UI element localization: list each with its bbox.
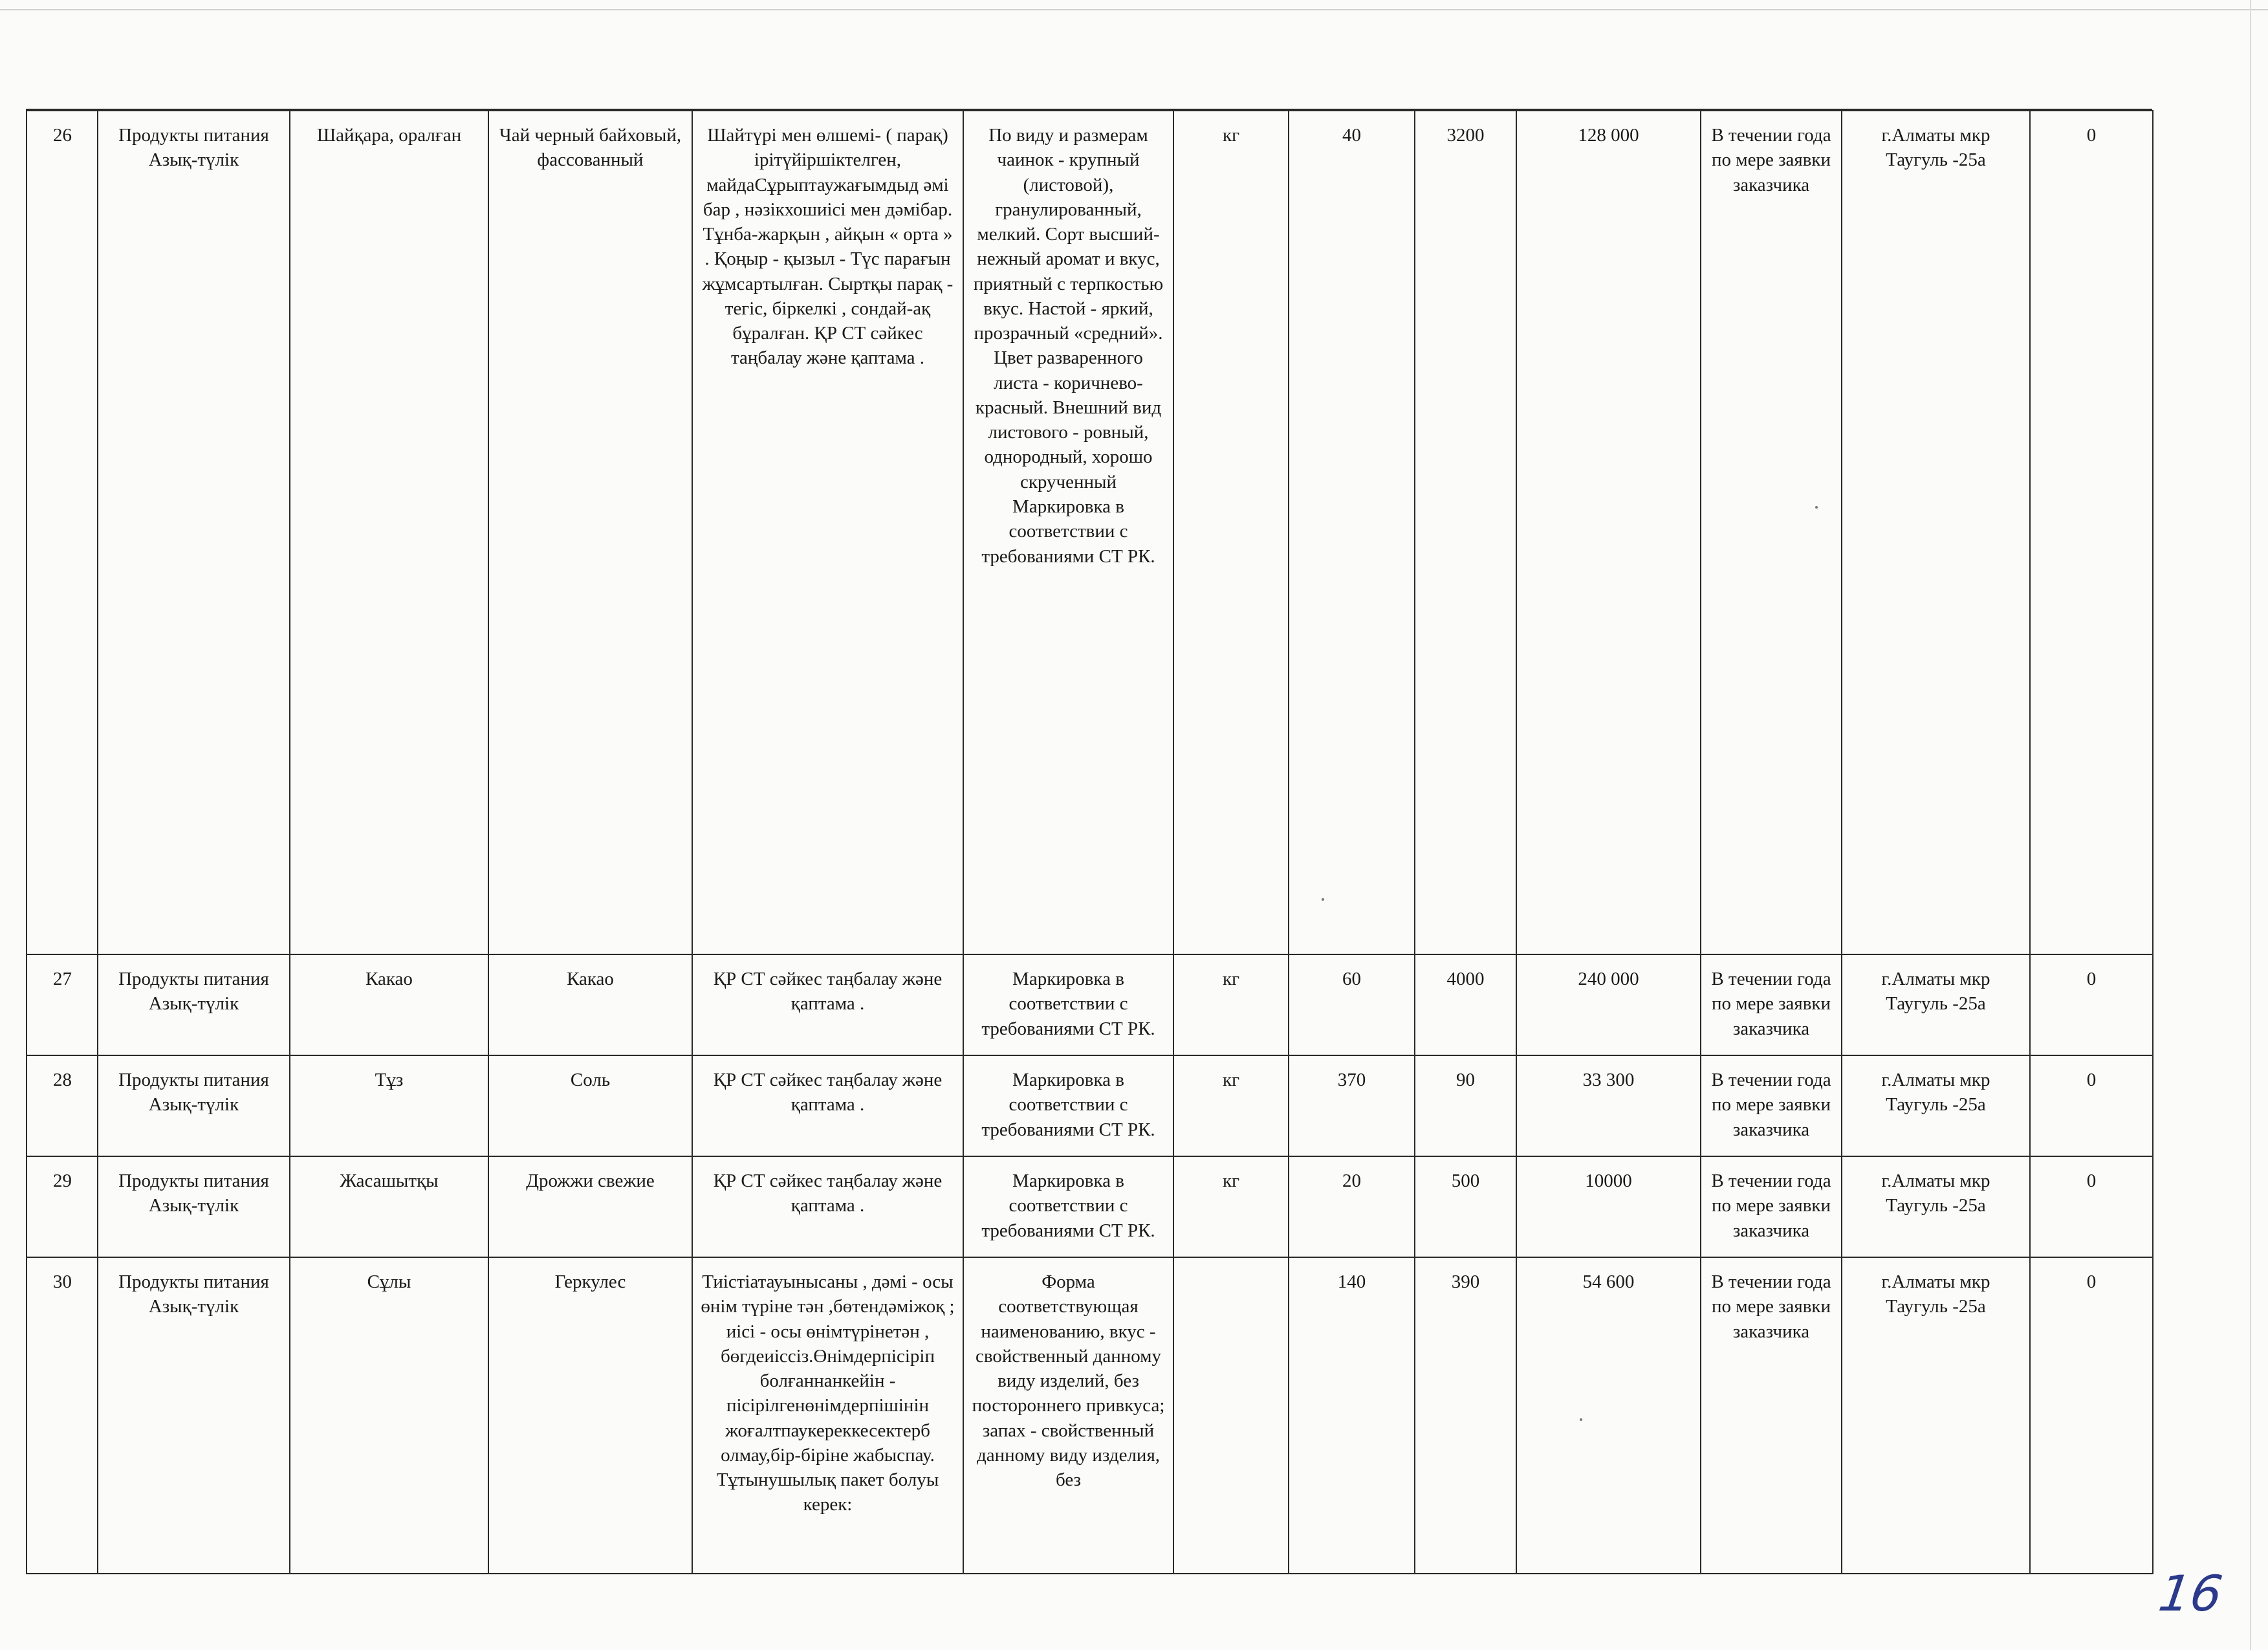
cell-spec-kz: Шайтүрі мен өлшемі- ( парақ) ірітүйіршіктелген, майдаСұрыптаужағымдыд әмі бар , нәзікхошиісі мен дәмібар. Тұнба-жарқын , айқын « орта » . Қоңыр - қызыл - Түс парағын жұмсартылған. Сыртқы парақ - тегіс, біркелкі , сондай-ақ бұралған. ҚР СТ сәйкес таңбалау және қаптама . — [692, 111, 963, 954]
cell-qty: 60 — [1289, 954, 1415, 1055]
cell-qty: 40 — [1289, 111, 1415, 954]
cell-category: Продукты питания Азық-түлік — [98, 1156, 290, 1257]
cell-name-ru: Чай черный байховый, фассованный — [488, 111, 692, 954]
cell-spec-ru: Маркировка в соответствии с требованиями СТ РК. — [963, 1055, 1173, 1156]
cell-spec-kz: ҚР СТ сәйкес таңбалау және қаптама . — [692, 954, 963, 1055]
cell-category: Продукты питания Азық-түлік — [98, 1257, 290, 1574]
cell-no: 28 — [27, 1055, 98, 1156]
cell-price: 90 — [1415, 1055, 1516, 1156]
cell-spec-kz: ҚР СТ сәйкес таңбалау және қаптама . — [692, 1055, 963, 1156]
cell-unit: кг — [1173, 111, 1289, 954]
table-row — [27, 1156, 2153, 1257]
cell-no: 27 — [27, 954, 98, 1055]
cell-unit: кг — [1173, 954, 1289, 1055]
cell-sum: 54 600 — [1516, 1257, 1701, 1574]
cell-spec-kz: Тиістіатауынысаны , дәмі - осы өнім түріне тән ,бөтендәміжоқ ; иісі - осы өнімтүрінетән , бөгдеиіссіз.Өнімдерпісіріп болғаннанкейін - пісірілгенөнімдерпішінін жоғалтпаукереккесектерб олмау,бір-біріне жабыспау. Тұтынушылық пакет болуы керек: — [692, 1257, 963, 1574]
cell-advance: 0 — [2030, 1257, 2153, 1574]
cell-sum: 33 300 — [1516, 1055, 1701, 1156]
scan-speck — [1580, 1418, 1582, 1421]
cell-unit — [1173, 1257, 1289, 1574]
cell-category: Продукты питания Азық-түлік — [98, 1055, 290, 1156]
cell-category: Продукты питания Азық-түлік — [98, 954, 290, 1055]
cell-advance: 0 — [2030, 1055, 2153, 1156]
cell-no: 29 — [27, 1156, 98, 1257]
page-number: 16 — [2155, 1565, 2226, 1622]
cell-name-kz: Жасашытқы — [290, 1156, 488, 1257]
cell-name-ru: Соль — [488, 1055, 692, 1156]
cell-term: В течении года по мере заявки заказчика — [1701, 1055, 1842, 1156]
cell-place: г.Алматы мкр Таугуль -25а — [1842, 954, 2030, 1055]
cell-price: 390 — [1415, 1257, 1516, 1574]
table-row — [27, 954, 2153, 1055]
cell-sum: 128 000 — [1516, 111, 1701, 954]
table-row — [27, 1055, 2153, 1156]
scan-edge-right — [2250, 0, 2251, 1650]
cell-place: г.Алматы мкр Таугуль -25а — [1842, 1257, 2030, 1574]
cell-price: 500 — [1415, 1156, 1516, 1257]
cell-no: 26 — [27, 111, 98, 954]
cell-unit: кг — [1173, 1156, 1289, 1257]
cell-unit: кг — [1173, 1055, 1289, 1156]
cell-name-ru: Какао — [488, 954, 692, 1055]
cell-spec-ru: Маркировка в соответствии с требованиями СТ РК. — [963, 954, 1173, 1055]
table-row — [27, 111, 2153, 954]
cell-term: В течении года по мере заявки заказчика — [1701, 1257, 1842, 1574]
procurement-spec-table — [26, 110, 2154, 1574]
cell-price: 3200 — [1415, 111, 1516, 954]
cell-price: 4000 — [1415, 954, 1516, 1055]
scan-edge-top — [0, 9, 2268, 10]
cell-place: г.Алматы мкр Таугуль -25а — [1842, 1055, 2030, 1156]
cell-advance: 0 — [2030, 111, 2153, 954]
cell-qty: 20 — [1289, 1156, 1415, 1257]
cell-sum: 10000 — [1516, 1156, 1701, 1257]
scan-speck — [1815, 506, 1818, 509]
cell-category: Продукты питания Азық-түлік — [98, 111, 290, 954]
cell-name-kz: Какао — [290, 954, 488, 1055]
table-row — [27, 1257, 2153, 1574]
cell-sum: 240 000 — [1516, 954, 1701, 1055]
cell-spec-ru: Форма соответствующая наименованию, вкус - свойственный данному виду изделий, без постороннего привкуса; запах - свойственный данному виду изделия, без — [963, 1257, 1173, 1574]
cell-term: В течении года по мере заявки заказчика — [1701, 111, 1842, 954]
scan-speck — [1322, 898, 1324, 901]
cell-name-kz: Тұз — [290, 1055, 488, 1156]
cell-qty: 140 — [1289, 1257, 1415, 1574]
cell-spec-ru: По виду и размерам чаинок - крупный (листовой), гранулированный, мелкий. Сорт высший- нежный аромат и вкус, приятный с терпкостью вкус. Настой - яркий, прозрачный «средний». Цвет разваренного листа - коричнево-красный. Внешний вид листового - ровный, однородный, хорошо скрученный Маркировка в соответствии с требованиями СТ РК. — [963, 111, 1173, 954]
cell-term: В течении года по мере заявки заказчика — [1701, 1156, 1842, 1257]
cell-name-kz: Шайқара, оралған — [290, 111, 488, 954]
cell-place: г.Алматы мкр Таугуль -25а — [1842, 111, 2030, 954]
cell-name-kz: Сұлы — [290, 1257, 488, 1574]
cell-spec-ru: Маркировка в соответствии с требованиями СТ РК. — [963, 1156, 1173, 1257]
cell-place: г.Алматы мкр Таугуль -25а — [1842, 1156, 2030, 1257]
cell-spec-kz: ҚР СТ сәйкес таңбалау және қаптама . — [692, 1156, 963, 1257]
cell-qty: 370 — [1289, 1055, 1415, 1156]
cell-term: В течении года по мере заявки заказчика — [1701, 954, 1842, 1055]
cell-advance: 0 — [2030, 954, 2153, 1055]
cell-no: 30 — [27, 1257, 98, 1574]
cell-name-ru: Геркулес — [488, 1257, 692, 1574]
cell-name-ru: Дрожжи свежие — [488, 1156, 692, 1257]
cell-advance: 0 — [2030, 1156, 2153, 1257]
